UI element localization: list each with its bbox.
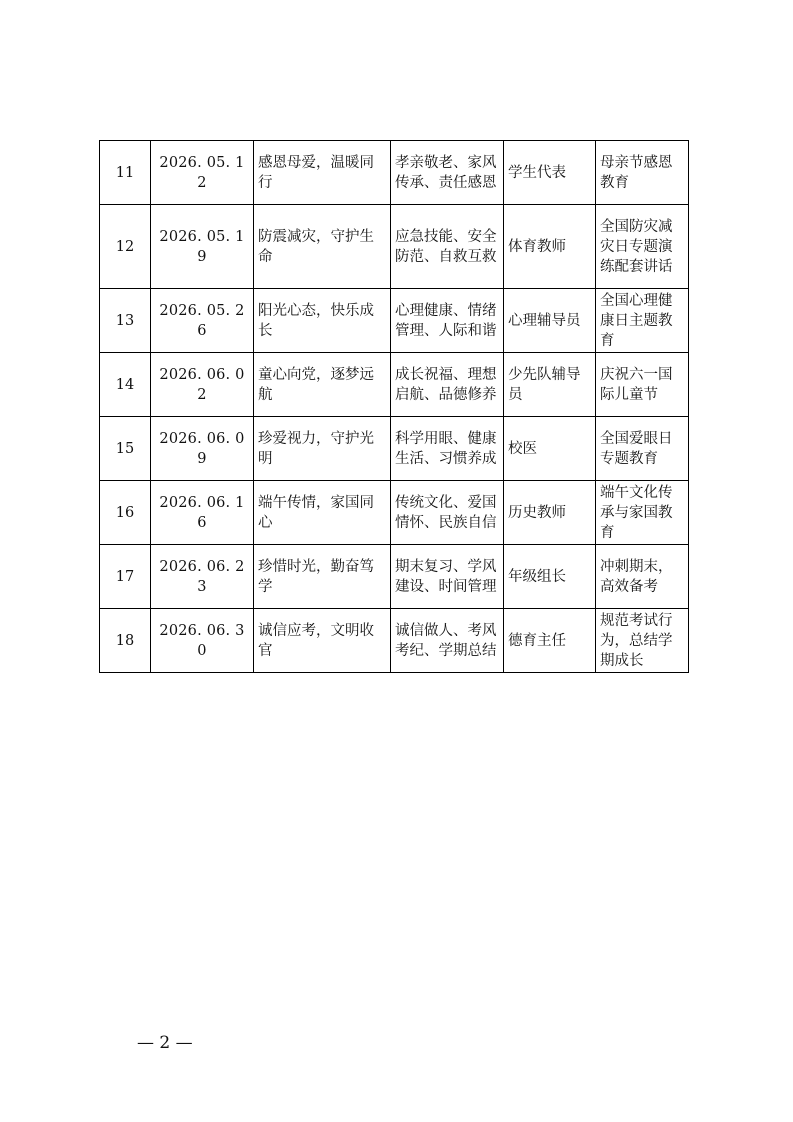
page-number: — 2 — bbox=[137, 1033, 193, 1053]
row-note: 庆祝六一国际儿童节 bbox=[596, 353, 689, 417]
row-date: 2026. 06. 16 bbox=[151, 481, 254, 545]
row-content: 诚信做人、考风考纪、学期总结 bbox=[391, 609, 504, 673]
row-speaker: 体育教师 bbox=[504, 205, 596, 289]
row-note: 规范考试行为，总结学期成长 bbox=[596, 609, 689, 673]
schedule-table-body bbox=[100, 141, 689, 673]
row-speaker: 学生代表 bbox=[504, 141, 596, 205]
table-row bbox=[100, 353, 689, 417]
row-number: 18 bbox=[100, 609, 151, 673]
row-speaker: 历史教师 bbox=[504, 481, 596, 545]
table-row bbox=[100, 609, 689, 673]
row-theme: 阳光心态，快乐成长 bbox=[254, 289, 391, 353]
row-note: 端午文化传承与家国教育 bbox=[596, 481, 689, 545]
row-number: 12 bbox=[100, 205, 151, 289]
row-date: 2026. 05. 26 bbox=[151, 289, 254, 353]
row-note: 冲刺期末，高效备考 bbox=[596, 545, 689, 609]
row-note: 全国防灾减灾日专题演练配套讲话 bbox=[596, 205, 689, 289]
row-content: 孝亲敬老、家风传承、责任感恩 bbox=[391, 141, 504, 205]
row-number: 15 bbox=[100, 417, 151, 481]
row-theme: 珍爱视力，守护光明 bbox=[254, 417, 391, 481]
row-date: 2026. 05. 19 bbox=[151, 205, 254, 289]
table-row bbox=[100, 545, 689, 609]
row-number: 17 bbox=[100, 545, 151, 609]
row-theme: 端午传情，家国同心 bbox=[254, 481, 391, 545]
row-content: 成长祝福、理想启航、品德修养 bbox=[391, 353, 504, 417]
row-theme: 珍惜时光，勤奋笃学 bbox=[254, 545, 391, 609]
row-theme: 防震减灾，守护生命 bbox=[254, 205, 391, 289]
row-content: 传统文化、爱国情怀、民族自信 bbox=[391, 481, 504, 545]
row-theme: 诚信应考，文明收官 bbox=[254, 609, 391, 673]
table-row bbox=[100, 141, 689, 205]
row-number: 13 bbox=[100, 289, 151, 353]
table-row bbox=[100, 417, 689, 481]
row-content: 应急技能、安全防范、自救互救 bbox=[391, 205, 504, 289]
row-content: 心理健康、情绪管理、人际和谐 bbox=[391, 289, 504, 353]
row-speaker: 年级组长 bbox=[504, 545, 596, 609]
row-note: 全国心理健康日主题教育 bbox=[596, 289, 689, 353]
row-speaker: 少先队辅导员 bbox=[504, 353, 596, 417]
row-date: 2026. 06. 09 bbox=[151, 417, 254, 481]
row-date: 2026. 06. 30 bbox=[151, 609, 254, 673]
row-speaker: 心理辅导员 bbox=[504, 289, 596, 353]
row-note: 母亲节感恩教育 bbox=[596, 141, 689, 205]
row-speaker: 德育主任 bbox=[504, 609, 596, 673]
row-date: 2026. 05. 12 bbox=[151, 141, 254, 205]
row-content: 科学用眼、健康生活、习惯养成 bbox=[391, 417, 504, 481]
schedule-table bbox=[99, 140, 689, 673]
row-number: 16 bbox=[100, 481, 151, 545]
row-date: 2026. 06. 23 bbox=[151, 545, 254, 609]
row-note: 全国爱眼日专题教育 bbox=[596, 417, 689, 481]
row-theme: 童心向党，逐梦远航 bbox=[254, 353, 391, 417]
table-row bbox=[100, 481, 689, 545]
row-content: 期末复习、学风建设、时间管理 bbox=[391, 545, 504, 609]
row-theme: 感恩母爱，温暖同行 bbox=[254, 141, 391, 205]
row-number: 14 bbox=[100, 353, 151, 417]
row-date: 2026. 06. 02 bbox=[151, 353, 254, 417]
row-speaker: 校医 bbox=[504, 417, 596, 481]
row-number: 11 bbox=[100, 141, 151, 205]
table-row bbox=[100, 289, 689, 353]
table-row bbox=[100, 205, 689, 289]
